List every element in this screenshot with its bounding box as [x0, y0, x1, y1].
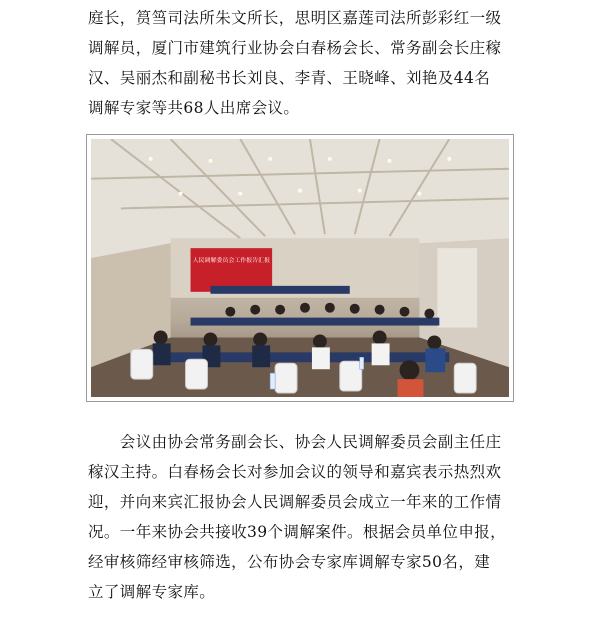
- text-line: 立了调解专家库。: [88, 583, 216, 601]
- text-line: 经审核筛经审核筛选，公布协会专家库调解专家50名，建: [88, 553, 491, 571]
- paragraph-attendees: [88, 3, 518, 123]
- text-line: 迎，并向来宾汇报协会人民调解委员会成立一年来的工作情: [88, 493, 502, 511]
- text-line: 调解员，厦门市建筑行业协会白春杨会长、常务副会长庄稼: [88, 39, 502, 57]
- text-line: 况。一年来协会共接收39个调解案件。根据会员单位申报，: [88, 523, 507, 541]
- banner-text: 人民调解委员会工作报告汇报: [192, 257, 271, 265]
- paragraph-meeting-summary: [88, 427, 518, 607]
- meeting-photo: [91, 139, 509, 397]
- text-line: 稼汉主持。白春杨会长对参加会议的领导和嘉宾表示热烈欢: [88, 463, 502, 481]
- meeting-photo-frame: [86, 134, 514, 402]
- text-line: 汉、吴丽杰和副秘书长刘良、李青、王晓峰、刘艳及44名: [88, 69, 491, 87]
- meeting-room-illustration: [91, 139, 509, 397]
- text-line: 会议由协会常务副会长、协会人民调解委员会副主任庄: [88, 433, 502, 451]
- text-line: 调解专家等共68人出席会议。: [88, 99, 300, 117]
- text-line: 庭长，筼筜司法所朱文所长，思明区嘉莲司法所彭彩红一级: [88, 9, 502, 27]
